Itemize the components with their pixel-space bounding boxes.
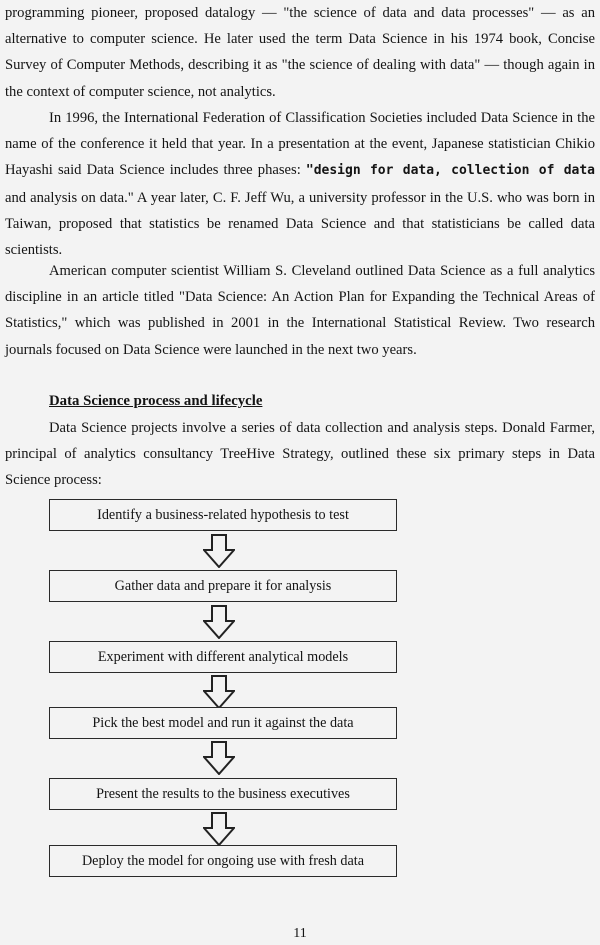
flow-step-4: Pick the best model and run it against the data (49, 707, 397, 739)
paragraph-datalogy: programming pioneer, proposed datalogy — "the science of data and data processes" — as an alternative to computer science. He later used the term Data Science in his 1974 book, Concise Survey of Computer Methods, describing it as "the science of dealing with data" — though again in the context of computer science, not analytics. (5, 5, 595, 100)
paragraph-cleveland: American computer scientist William S. Cleveland outlined Data Science as a full analytics discipline in an article titled "Data Science: An Action Plan for Expanding the Technical Areas of Statistics," which was published in 2001 in the International Statistical Review. Two research journals focused on Data Science were launched in the next two years. (5, 263, 595, 358)
down-arrow-icon (203, 534, 235, 568)
flow-step-1: Identify a business-related hypothesis to test (49, 499, 397, 531)
flow-step-2: Gather data and prepare it for analysis (49, 570, 397, 602)
down-arrow-icon (203, 741, 235, 775)
page-number: 11 (293, 926, 307, 941)
paragraph-1996-conference (5, 105, 595, 263)
down-arrow-icon (203, 605, 235, 639)
section-heading: Data Science process and lifecycle (49, 393, 263, 409)
flow-step-3: Experiment with different analytical models (49, 641, 397, 673)
flow-step-6: Deploy the model for ongoing use with fresh data (49, 845, 397, 877)
down-arrow-icon (203, 812, 235, 846)
paragraph-process-intro: Data Science projects involve a series of data collection and analysis steps. Donald Farmer, principal of analytics consultancy TreeHive Strategy, outlined these six primary steps in Data Science process: (5, 420, 595, 489)
paragraph-1996-bold-quote: "design for data, collection of data (305, 163, 595, 179)
down-arrow-icon (203, 675, 235, 709)
paragraph-1996-text-start: In 1996, the International Federation of Classification Societies included Data Science in the name of the conference it held that year. In a presentation at the event, Japanese statistician Chikio Hayashi said Data Science includes three phases: (5, 110, 595, 179)
flow-step-5: Present the results to the business executives (49, 778, 397, 810)
paragraph-1996-text-end: and analysis on data." A year later, C. F. Jeff Wu, a university professor in the U.S. who was born in Taiwan, proposed that statistics be renamed Data Science and that statisticians be called data scientists. (5, 189, 595, 259)
